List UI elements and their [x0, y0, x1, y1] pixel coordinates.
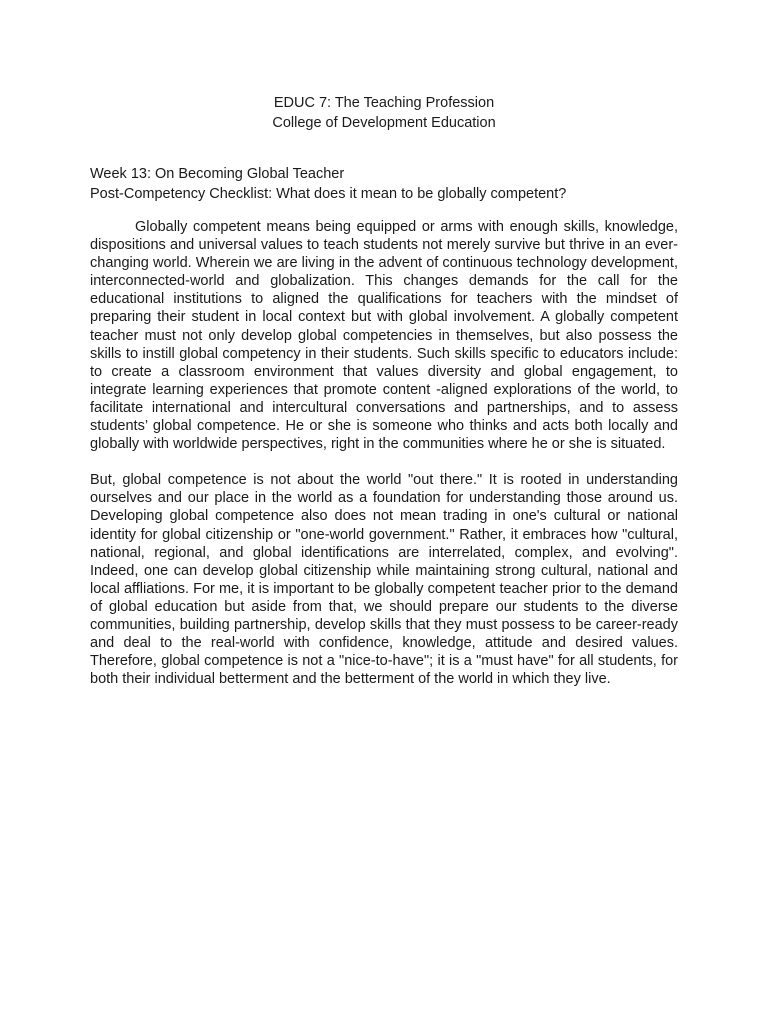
week-title: Week 13: On Becoming Global Teacher: [90, 166, 345, 182]
checklist-line: [90, 184, 678, 204]
document-page: [90, 0, 678, 1024]
checklist-label: Post-Competency Checklist:: [90, 186, 273, 202]
college-name: College of Development Education: [272, 115, 496, 131]
course-title: EDUC 7: The Teaching Profession: [273, 95, 495, 111]
essay-body: [90, 218, 678, 688]
paragraph-2: But, global competence is not about the world "out there." It is rooted in understanding ourselves and our place in the world as a foundation for understanding those around us. Developing global competence also does not mean trading in one's cultural or national identity for global citizenship or "one-world government." Rather, it embraces how "cultural, national, regional, and global identifications are interrelated, complex, and evolving". Indeed, one can develop global citizenship while maintaining strong cultural, national and local affliations. For me, it is important to be globally competent teacher prior to the demand of global education but aside from that, we should prepare our students to the diverse communities, building partnership, develop skills that they must possess to be career-ready and deal to the real-world with confidence, knowledge, attitude and desired values. Therefore, global competence is not a "nice-to-have"; it is a "must have" for all students, for both their individual betterment and the betterment of the world in which they live.: [90, 472, 678, 688]
checklist-question: What does it mean to be globally competent?: [272, 186, 567, 202]
assignment-info: [90, 164, 678, 204]
document-header: [90, 93, 678, 133]
paragraph-1: Globally competent means being equipped or arms with enough skills, knowledge, dispositions and universal values to teach students not merely survive but thrive in an ever-changing world. Wherein we are living in the advent of continuous technology development, interconnected-world and globalization. This changes demands for the call for the educational institutions to aligned the qualifications for teachers with the mindset of preparing their student in local context but with global involvement. A globally competent teacher must not only develop global competencies in themselves, but also possess the skills to instill global competency in their students. Such skills specific to educators include: to create a classroom environment that values diversity and global engagement, to integrate learning experiences that promote content -aligned explorations of the world, to facilitate international and intercultural conversations and partnerships, and to assess students’ global competence. He or she is someone who thinks and acts both locally and globally with worldwide perspectives, right in the communities where he or she is situated.: [90, 219, 678, 453]
